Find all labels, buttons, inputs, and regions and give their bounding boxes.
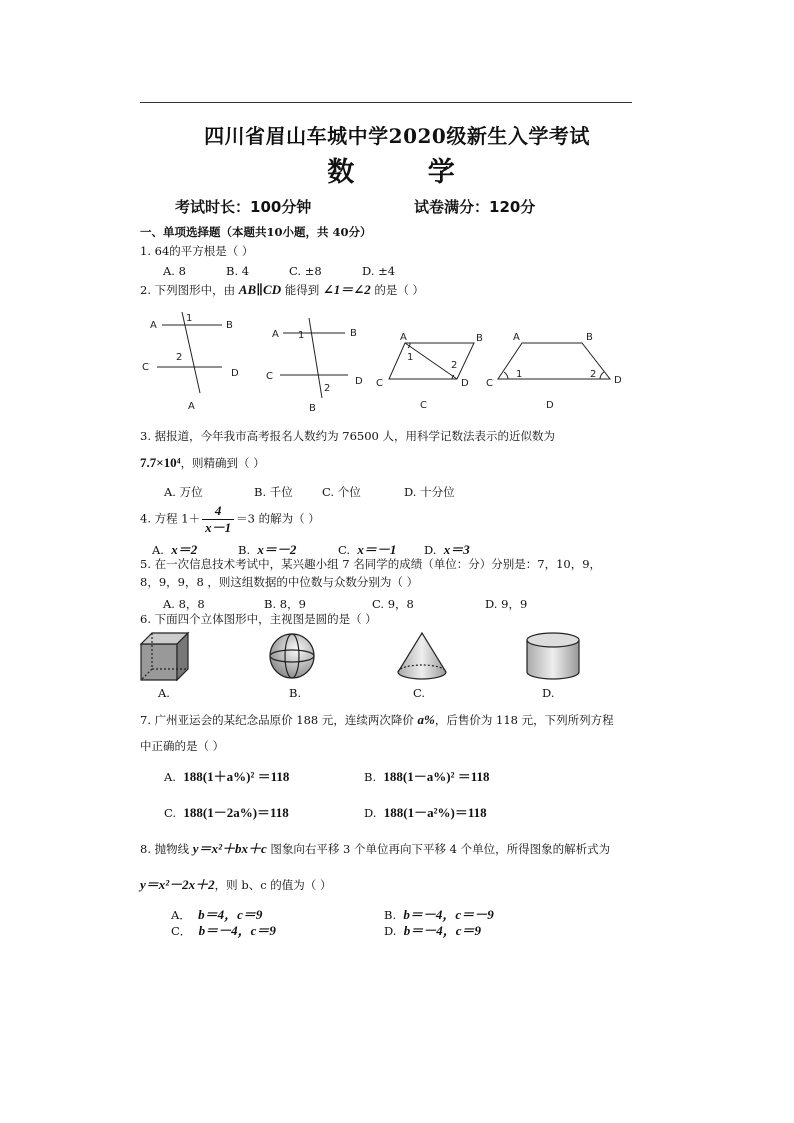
fig-c-angle-2: 2 [451, 360, 458, 371]
fig-b-angle-2: 2 [324, 383, 331, 394]
q2-stem: 2. 下列图形中，由 AB∥CD 能得到 ∠1＝∠2 的是（ ） [140, 282, 425, 297]
q7-stem-line2: 中正确的是（ ） [140, 739, 225, 753]
q6-option-a[interactable]: A. [158, 686, 170, 700]
fig-d-angle-2: 2 [590, 369, 597, 380]
q8-option-a[interactable]: A． b＝4，c＝9 [171, 907, 263, 922]
q1-option-b[interactable]: B. 4 [226, 264, 250, 278]
q8-stem-line2: y＝x²－2x＋2，则 b、c 的值为（ ） [140, 877, 332, 892]
q4-option-b[interactable]: B. x＝－2 [238, 542, 297, 557]
q5-option-c[interactable]: C. 9，8 [372, 597, 414, 611]
fig-d-point-a: A [513, 332, 520, 343]
q1-stem: 1. 64的平方根是（ ） [140, 244, 254, 258]
q1-option-a[interactable]: A. 8 [163, 264, 186, 278]
fig-c-point-d: D [461, 378, 469, 389]
q3-stem-line2: 7.7×10⁴，则精确到（ ） [140, 455, 265, 470]
q7-option-d[interactable]: D. 188(1－a²%)＝118 [364, 805, 487, 820]
fig-d-label: D [546, 400, 554, 411]
q8-option-c[interactable]: C． b＝－4，c＝9 [171, 923, 276, 938]
q8-option-d[interactable]: D. b＝－4，c＝9 [384, 923, 482, 938]
exam-duration: 考试时长：100分钟 [175, 198, 312, 216]
fig-a-angle-2: 2 [176, 352, 183, 363]
fig-c-point-b: B [476, 333, 483, 344]
q8-option-b[interactable]: B. b＝－4，c＝－9 [384, 907, 494, 922]
cone-solid [398, 633, 446, 679]
q5-stem-line1: 5. 在一次信息技术考试中，某兴趣小组 7 名同学的成绩（单位：分）分别是：7，10，9， [140, 557, 602, 571]
fig-a-angle-1: 1 [186, 313, 193, 324]
q1-option-c[interactable]: C. ±8 [289, 264, 322, 278]
fig-d-point-b: B [586, 332, 593, 343]
q7-option-b[interactable]: B. 188(1－a%)² ＝118 [364, 769, 490, 784]
fig-c-point-c: C [376, 378, 383, 389]
q7-option-c[interactable]: C. 188(1－2a%)＝118 [164, 805, 289, 820]
q6-option-d[interactable]: D. [542, 686, 555, 700]
q6-option-b[interactable]: B. [289, 686, 302, 700]
q3-option-d[interactable]: D. 十分位 [404, 485, 455, 499]
cube-solid [141, 633, 188, 680]
sphere-solid [270, 634, 314, 678]
fig-a-point-d: D [231, 368, 239, 379]
q4-option-c[interactable]: C. x＝－1 [338, 542, 397, 557]
fig-a-point-c: C [142, 362, 149, 373]
exam-title: 四川省眉山车城中学2020级新生入学考试 [204, 124, 590, 148]
fig-a-point-b: B [226, 320, 233, 331]
fig-d-point-c: C [486, 378, 493, 389]
q6-stem: 6. 下面四个立体图形中，主视图是圆的是（ ） [140, 612, 377, 626]
full-score: 试卷满分：120分 [414, 198, 536, 216]
q6-option-c[interactable]: C. [413, 686, 426, 700]
fig-c-label: C [420, 400, 427, 411]
q3-stem-line1: 3. 据报道，今年我市高考报名人数约为 76500 人，用科学记数法表示的近似数为 [140, 429, 556, 443]
q5-stem-line2: 8，9，9，8 ，则这组数据的中位数与众数分别为（ ） [140, 575, 419, 589]
q3-option-a[interactable]: A. 万位 [164, 485, 203, 499]
fig-a-label: A [188, 401, 195, 412]
fig-d-point-d: D [614, 375, 622, 386]
subject-title: 数 学 [327, 157, 487, 188]
fig-a-point-a: A [150, 320, 157, 331]
cylinder-solid [527, 633, 579, 679]
q3-option-b[interactable]: B. 千位 [254, 485, 293, 499]
q7-option-a[interactable]: A. 188(1＋a%)² ＝118 [164, 769, 290, 784]
fig-b-angle-1: 1 [298, 330, 305, 341]
q4-option-a[interactable]: A. x＝2 [152, 542, 198, 557]
fig-b-label: B [309, 403, 316, 414]
q7-stem-line1: 7. 广州亚运会的某纪念品原价 188 元，连续两次降价 a%，后售价为 118 元，下列所列方程 [140, 712, 614, 727]
fig-d-angle-1: 1 [516, 369, 523, 380]
fig-b-point-b: B [350, 328, 357, 339]
fig-b-point-c: C [266, 371, 273, 382]
q4-fraction: $\frac{4}{x-1}$ [202, 503, 234, 536]
q5-option-a[interactable]: A. 8，8 [163, 597, 205, 611]
q5-option-b[interactable]: B. 8，9 [264, 597, 306, 611]
q3-option-c[interactable]: C. 个位 [322, 485, 361, 499]
section-heading: 一、单项选择题（本题共10小题，共 40分） [140, 225, 372, 239]
fig-c-point-a: A [400, 332, 407, 343]
q4-option-d[interactable]: D. x＝3 [424, 542, 470, 557]
fig-b-point-d: D [355, 376, 363, 387]
q1-option-d[interactable]: D. ±4 [362, 264, 396, 278]
q5-option-d[interactable]: D. 9，9 [485, 597, 528, 611]
fig-b-point-a: A [272, 329, 279, 340]
q4-stem: 4. 方程 1＋ $\frac{4}{x-1}$ ＝3 的解为（ ） [140, 503, 320, 535]
q8-stem-line1: 8. 抛物线 y＝x²＋bx＋c 图象向右平移 3 个单位再向下平移 4 个单位，所得图象的解析式为 [140, 841, 611, 856]
fig-c-angle-1: 1 [407, 352, 414, 363]
